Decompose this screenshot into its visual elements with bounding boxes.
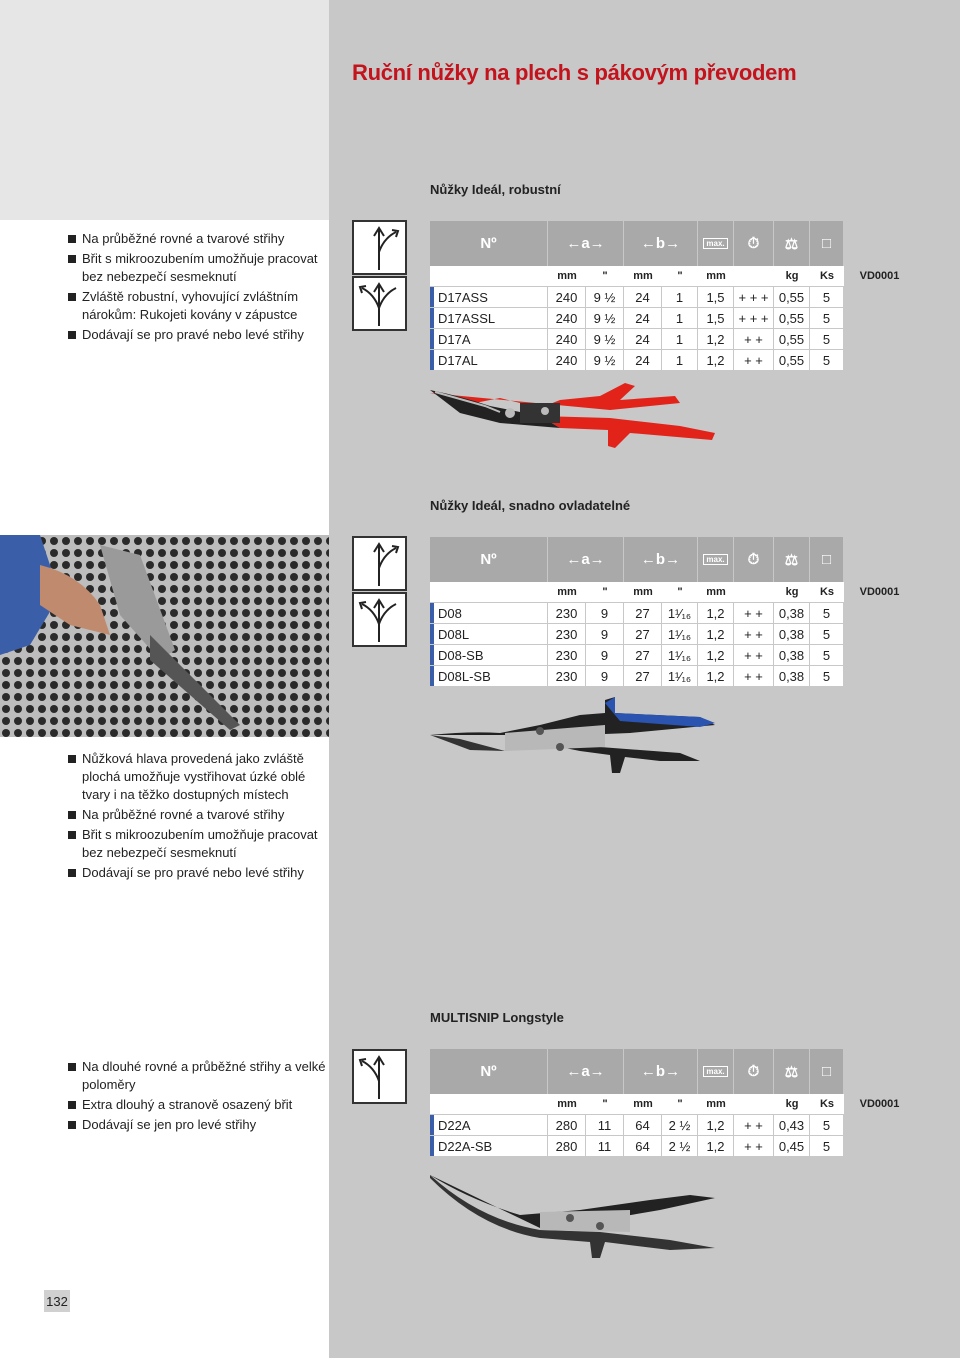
units-row <box>430 266 915 286</box>
table-cell: + + + <box>734 287 774 307</box>
section-heading: Nůžky Ideál, snadno ovladatelné <box>430 498 631 513</box>
unit: " <box>677 1098 683 1110</box>
product-code: D08L <box>430 624 548 644</box>
unit: mm <box>706 586 726 598</box>
table-cell: 1,2 <box>698 624 734 644</box>
table-cell: 1,2 <box>698 329 734 349</box>
table-cell: 230 <box>548 624 586 644</box>
table-cell: + + <box>734 1136 774 1156</box>
product-code: D17AL <box>430 350 548 370</box>
unit: mm <box>557 586 577 598</box>
header-no: Nº <box>430 537 548 582</box>
header-no: Nº <box>430 1049 548 1094</box>
units-row <box>430 582 915 602</box>
table-cell-empty <box>844 603 915 623</box>
table-cell: 1,2 <box>698 1115 734 1135</box>
table-row <box>430 1114 915 1135</box>
table-cell: 230 <box>548 645 586 665</box>
bullet-item: Dodávají se jen pro levé střihy <box>68 1116 326 1134</box>
spec-table <box>430 537 915 686</box>
table-cell: 5 <box>810 350 844 370</box>
table-cell: 9 ½ <box>586 329 624 349</box>
table-cell-empty <box>844 645 915 665</box>
table-cell: 1¹⁄₁₆ <box>662 624 698 644</box>
shears-longstyle-image <box>430 1170 720 1265</box>
table-cell: + + <box>734 603 774 623</box>
bullet-item: Zvláště robustní, vyhovující zvláštním nárokům: Rukojeti kovány v zápustce <box>68 288 326 324</box>
section-heading: MULTISNIP Longstyle <box>430 1010 564 1025</box>
stopwatch-icon: ⏱ <box>734 537 774 582</box>
table-cell: 9 <box>586 645 624 665</box>
unit: mm <box>633 1098 653 1110</box>
header-b: ← b → <box>624 1049 698 1094</box>
product-code: D08 <box>430 603 548 623</box>
product-code: D17ASS <box>430 287 548 307</box>
shears-blue-image <box>430 695 720 780</box>
table-cell: 27 <box>624 624 662 644</box>
table-cell: + + <box>734 1115 774 1135</box>
table-cell-empty <box>844 1115 915 1135</box>
bullet-item: Na průběžné rovné a tvarové střihy <box>68 230 326 248</box>
header-empty <box>844 1049 915 1094</box>
table-row <box>430 307 915 328</box>
table-row <box>430 623 915 644</box>
product-code: D22A <box>430 1115 548 1135</box>
header-a-label: a <box>581 235 590 252</box>
unit: kg <box>785 1098 799 1110</box>
table-cell: 1 <box>662 308 698 328</box>
unit: mm <box>706 270 726 282</box>
bullet-item: Nůžková hlava provedená jako zvláště plochá umožňuje vystřihovat úzké oblé tvary i na těžko dostupných místech <box>68 750 326 804</box>
table-cell: 0,38 <box>774 624 810 644</box>
scale-icon: ⚖ <box>774 221 810 266</box>
table-cell: 64 <box>624 1136 662 1156</box>
unit: Ks <box>819 586 835 598</box>
max-thickness-icon <box>698 537 734 582</box>
scale-icon: ⚖ <box>774 537 810 582</box>
table-cell: 9 <box>586 666 624 686</box>
table-cell-empty <box>844 350 915 370</box>
table-cell: 1,5 <box>698 287 734 307</box>
product-code: D17A <box>430 329 548 349</box>
unit: " <box>677 270 683 282</box>
unit: mm <box>633 270 653 282</box>
table-cell: 9 ½ <box>586 287 624 307</box>
table-row <box>430 349 915 370</box>
product-code: D08L-SB <box>430 666 548 686</box>
table-cell: 1,5 <box>698 308 734 328</box>
table-cell: 0,38 <box>774 603 810 623</box>
unit: kg <box>785 586 799 598</box>
table-cell: 0,55 <box>774 350 810 370</box>
unit: " <box>602 586 608 598</box>
product-code: D17ASSL <box>430 308 548 328</box>
table-cell: 9 ½ <box>586 350 624 370</box>
table-cell: 27 <box>624 603 662 623</box>
bullet-item: Extra dlouhý a stranově osazený břit <box>68 1096 326 1114</box>
header-b: ← b → <box>624 221 698 266</box>
table-cell: 5 <box>810 666 844 686</box>
table-cell-empty <box>844 1136 915 1156</box>
box-icon: □ <box>810 1049 844 1094</box>
table-row <box>430 328 915 349</box>
table-cell: 27 <box>624 666 662 686</box>
table-cell: 5 <box>810 1115 844 1135</box>
unit: mm <box>557 270 577 282</box>
bullet-item: Dodávají se pro pravé nebo levé střihy <box>68 326 326 344</box>
header-empty <box>844 221 915 266</box>
table-cell: 11 <box>586 1115 624 1135</box>
table-row <box>430 1135 915 1156</box>
table-row <box>430 665 915 686</box>
table-cell: 240 <box>548 308 586 328</box>
table-cell-empty <box>844 666 915 686</box>
units-row <box>430 1094 915 1114</box>
table-cell: 2 ½ <box>662 1136 698 1156</box>
table-cell: + + <box>734 666 774 686</box>
unit: mm <box>557 1098 577 1110</box>
max-thickness-icon <box>698 221 734 266</box>
header-a: ← a → <box>548 221 624 266</box>
top-band <box>0 0 329 220</box>
table-cell: 1¹⁄₁₆ <box>662 645 698 665</box>
table-cell: 240 <box>548 350 586 370</box>
header-a-label: a <box>581 551 590 568</box>
unit: mm <box>633 586 653 598</box>
page-number: 132 <box>44 1290 70 1312</box>
table-row <box>430 602 915 623</box>
cut-right-icon <box>352 536 407 591</box>
unit-code: VD0001 <box>844 582 915 602</box>
table-cell: 1,2 <box>698 603 734 623</box>
page-title: Ruční nůžky na plech s pákovým převodem <box>352 60 797 85</box>
table-cell: 240 <box>548 287 586 307</box>
table-cell: 1,2 <box>698 1136 734 1156</box>
stopwatch-icon: ⏱ <box>734 1049 774 1094</box>
header-b: ← b → <box>624 537 698 582</box>
header-empty <box>844 537 915 582</box>
stopwatch-icon: ⏱ <box>734 221 774 266</box>
cut-left-icon <box>352 276 407 331</box>
table-row <box>430 644 915 665</box>
table-cell: 0,55 <box>774 287 810 307</box>
header-no: Nº <box>430 221 548 266</box>
table-cell: 280 <box>548 1136 586 1156</box>
unit: mm <box>706 1098 726 1110</box>
table-cell: 9 <box>586 624 624 644</box>
max-thickness-icon <box>698 1049 734 1094</box>
table-cell: 1 <box>662 350 698 370</box>
table-cell-empty <box>844 329 915 349</box>
table-cell: 230 <box>548 666 586 686</box>
header-a-label: a <box>581 1063 590 1080</box>
header-max-label: max. <box>703 1066 727 1077</box>
box-icon: □ <box>810 221 844 266</box>
table-cell: + + <box>734 645 774 665</box>
cut-left-icon <box>352 592 407 647</box>
unit: " <box>677 586 683 598</box>
table-cell-empty <box>844 287 915 307</box>
unit <box>734 582 774 602</box>
bullet-item: Břit s mikroozubením umožňuje pracovat bez nebezpečí sesmeknutí <box>68 250 326 286</box>
table-cell: 24 <box>624 350 662 370</box>
table-body <box>430 286 915 370</box>
table-cell: 0,38 <box>774 666 810 686</box>
unit-code: VD0001 <box>844 266 915 286</box>
table-cell: 1¹⁄₁₆ <box>662 666 698 686</box>
table-cell: 5 <box>810 329 844 349</box>
table-cell: + + + <box>734 308 774 328</box>
table-body <box>430 1114 915 1156</box>
product-code: D08-SB <box>430 645 548 665</box>
header-a: ← a → <box>548 537 624 582</box>
table-cell: + + <box>734 624 774 644</box>
table-cell: 5 <box>810 287 844 307</box>
table-cell: 5 <box>810 308 844 328</box>
section-heading: Nůžky Ideál, robustní <box>430 182 561 197</box>
table-cell: 5 <box>810 624 844 644</box>
table-cell: 5 <box>810 603 844 623</box>
scale-icon: ⚖ <box>774 1049 810 1094</box>
cut-left-icon <box>352 1049 407 1104</box>
table-cell: 11 <box>586 1136 624 1156</box>
unit: " <box>602 270 608 282</box>
table-cell: 24 <box>624 329 662 349</box>
box-icon: □ <box>810 537 844 582</box>
bullet-item: Na průběžné rovné a tvarové střihy <box>68 806 326 824</box>
header-b-label: b <box>655 551 666 568</box>
header-max-label: max. <box>703 238 727 249</box>
product-code: D22A-SB <box>430 1136 548 1156</box>
header-b-label: b <box>655 235 666 252</box>
unit <box>734 266 774 286</box>
usage-photo <box>0 535 329 737</box>
table-cell: 1,2 <box>698 645 734 665</box>
header-a: ← a → <box>548 1049 624 1094</box>
table-row <box>430 286 915 307</box>
table-cell: 64 <box>624 1115 662 1135</box>
header-max-label: max. <box>703 554 727 565</box>
table-cell-empty <box>844 308 915 328</box>
bullet-list <box>68 750 326 884</box>
table-body <box>430 602 915 686</box>
table-cell: 9 <box>586 603 624 623</box>
table-cell-empty <box>844 624 915 644</box>
table-header <box>430 1049 915 1094</box>
table-cell: 0,43 <box>774 1115 810 1135</box>
table-cell: 1 <box>662 287 698 307</box>
table-cell: 280 <box>548 1115 586 1135</box>
unit: " <box>602 1098 608 1110</box>
table-cell: 1 <box>662 329 698 349</box>
table-cell: 0,45 <box>774 1136 810 1156</box>
table-cell: 2 ½ <box>662 1115 698 1135</box>
unit <box>734 1094 774 1114</box>
table-cell: + + <box>734 350 774 370</box>
cut-right-icon <box>352 220 407 275</box>
unit-code: VD0001 <box>844 1094 915 1114</box>
table-cell: 0,55 <box>774 308 810 328</box>
table-cell: 27 <box>624 645 662 665</box>
unit: kg <box>785 270 799 282</box>
table-cell: 1,2 <box>698 666 734 686</box>
table-cell: 5 <box>810 645 844 665</box>
table-cell: 24 <box>624 308 662 328</box>
table-cell: + + <box>734 329 774 349</box>
table-cell: 240 <box>548 329 586 349</box>
table-cell: 24 <box>624 287 662 307</box>
header-b-label: b <box>655 1063 666 1080</box>
table-header <box>430 537 915 582</box>
table-cell: 1¹⁄₁₆ <box>662 603 698 623</box>
bullet-list <box>68 230 326 346</box>
table-cell: 1,2 <box>698 350 734 370</box>
bullet-item: Na dlouhé rovné a průběžné střihy a velké poloměry <box>68 1058 326 1094</box>
unit: Ks <box>819 270 835 282</box>
table-cell: 230 <box>548 603 586 623</box>
table-header <box>430 221 915 266</box>
shears-red-image <box>430 378 720 458</box>
bullet-item: Břit s mikroozubením umožňuje pracovat bez nebezpečí sesmeknutí <box>68 826 326 862</box>
table-cell: 5 <box>810 1136 844 1156</box>
bullet-item: Dodávají se pro pravé nebo levé střihy <box>68 864 326 882</box>
spec-table <box>430 1049 915 1156</box>
spec-table <box>430 221 915 370</box>
table-cell: 9 ½ <box>586 308 624 328</box>
bullet-list <box>68 1058 326 1136</box>
unit: Ks <box>819 1098 835 1110</box>
table-cell: 0,55 <box>774 329 810 349</box>
table-cell: 0,38 <box>774 645 810 665</box>
